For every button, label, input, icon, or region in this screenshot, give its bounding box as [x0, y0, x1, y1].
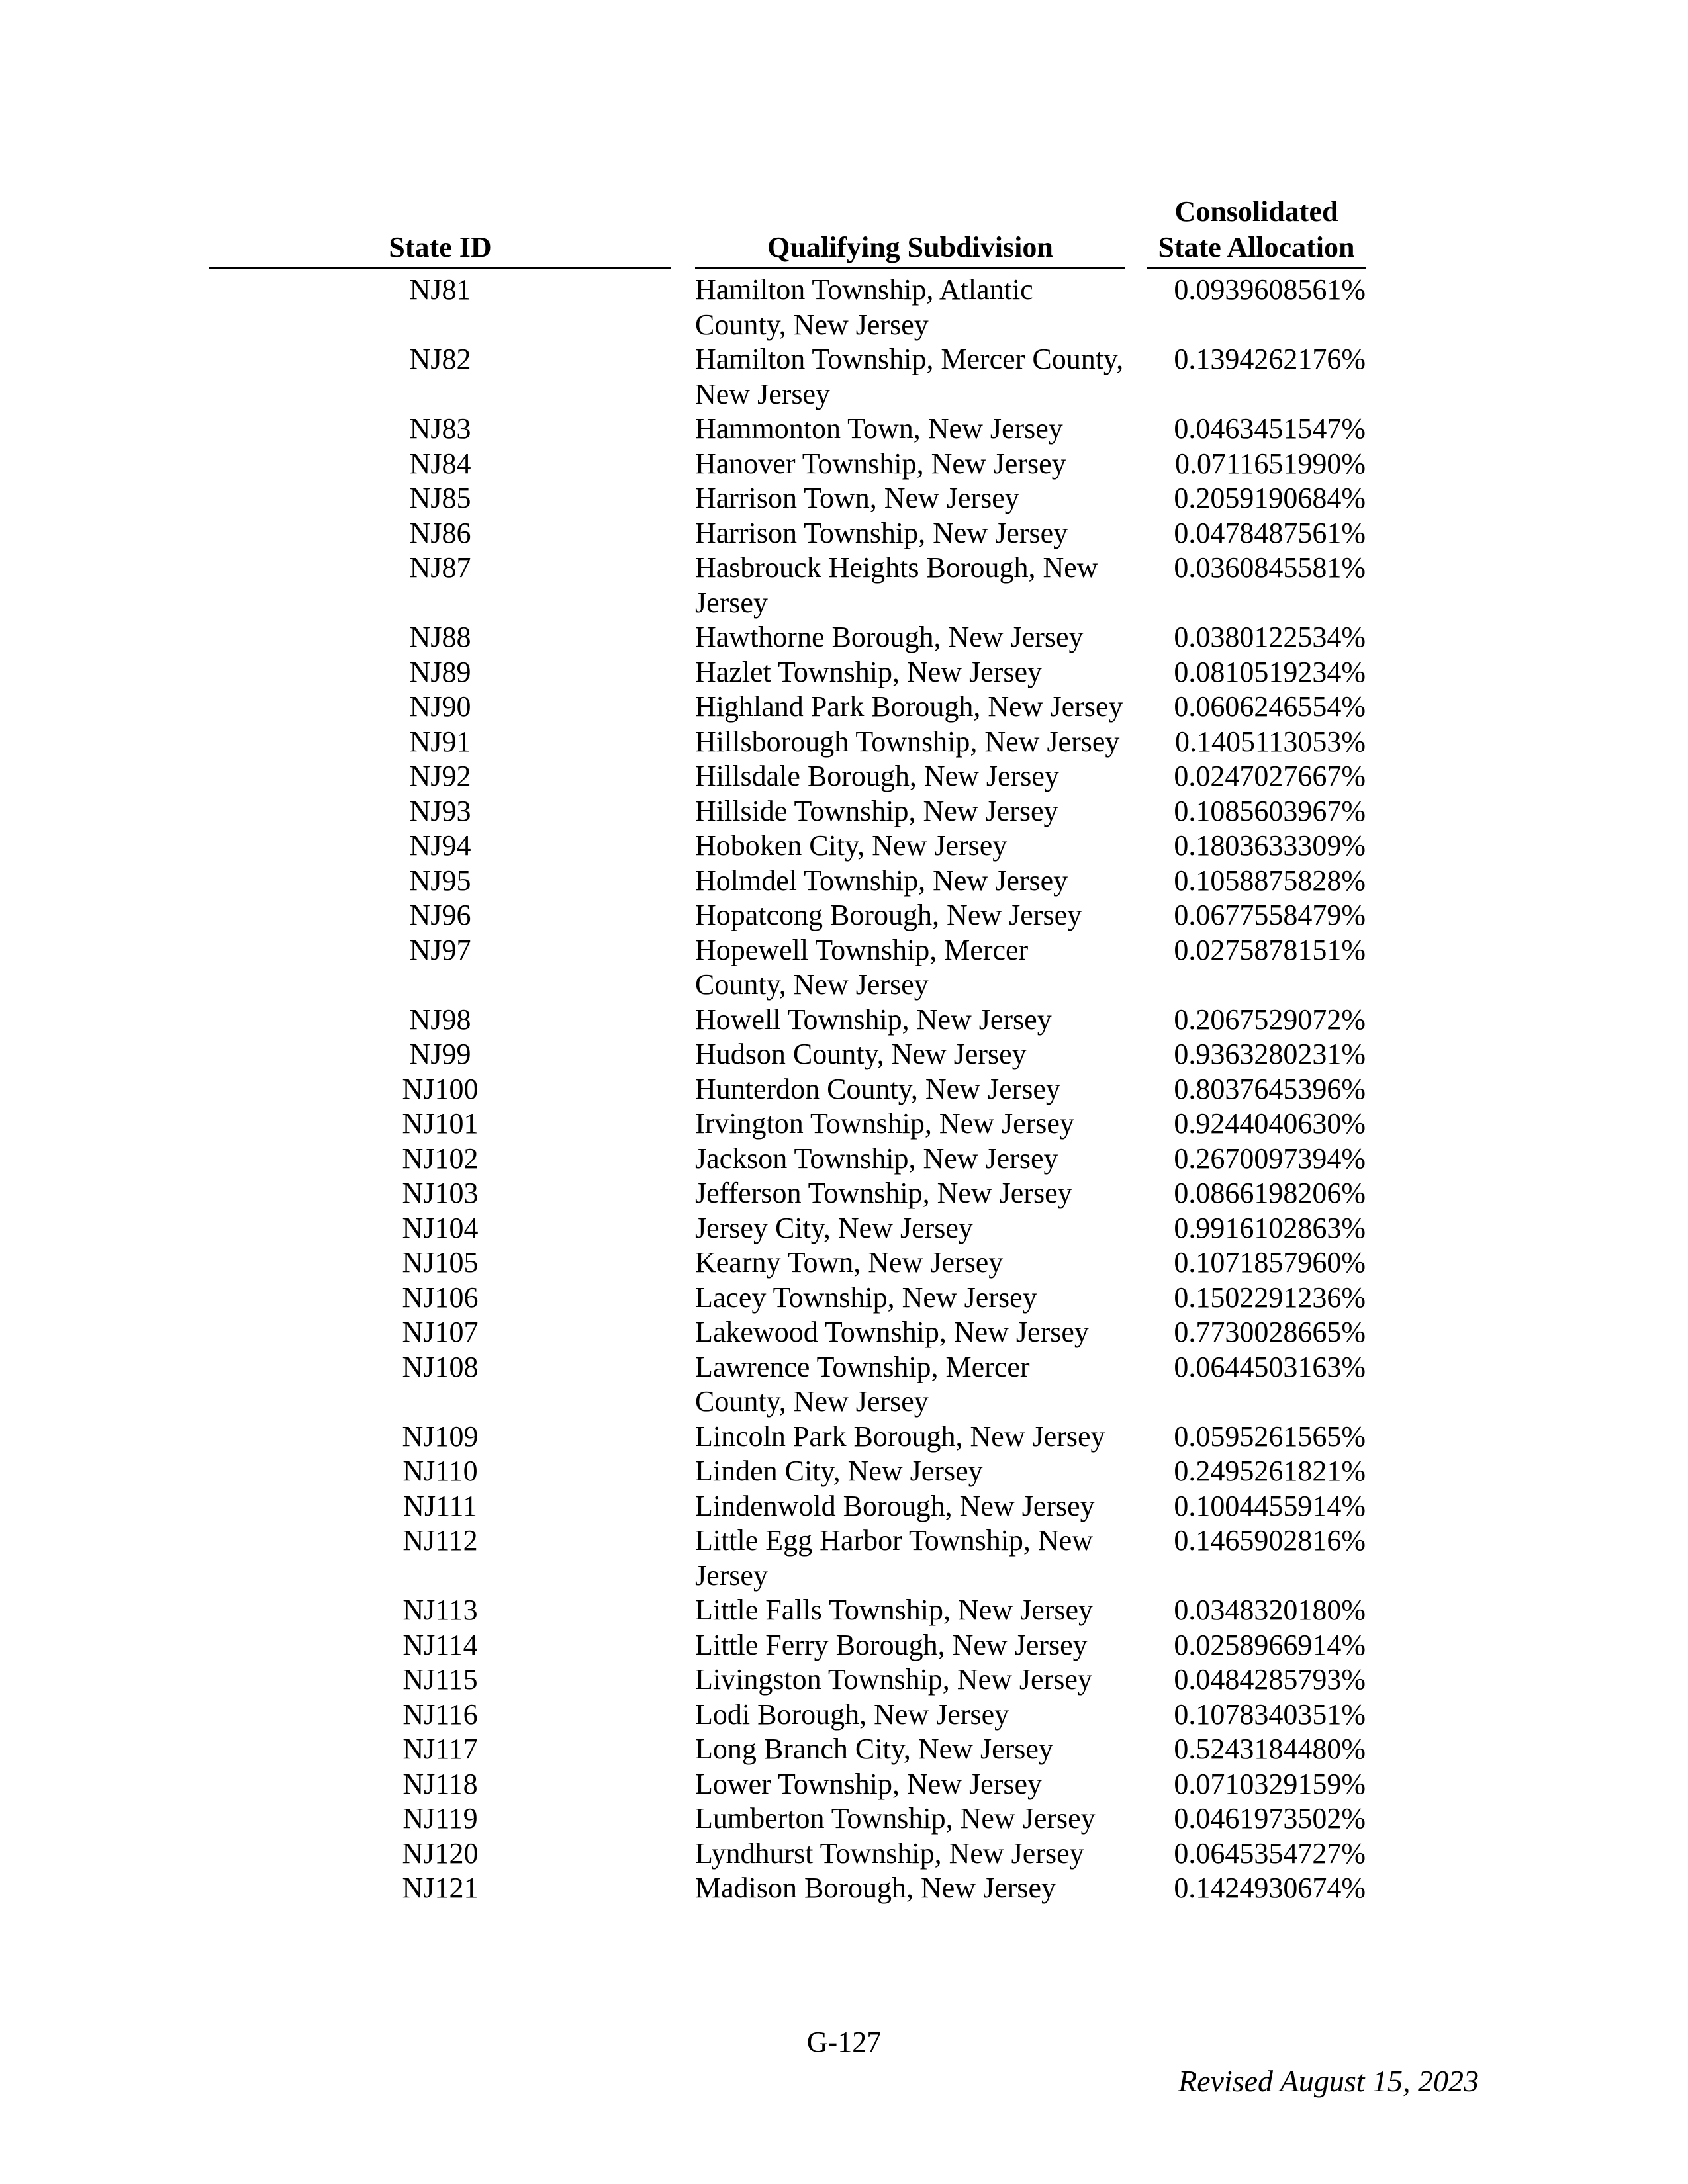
- column-header-allocation-line1: Consolidated: [1174, 195, 1338, 228]
- state-id-cell: NJ97: [409, 933, 471, 966]
- subdivision-cell: Hammonton Town, New Jersey: [695, 412, 1063, 445]
- subdivision-cell: Little Ferry Borough, New Jersey: [695, 1628, 1088, 1661]
- table-row: [0, 1107, 1688, 1142]
- state-id-cell: NJ110: [402, 1455, 478, 1487]
- state-id-cell: NJ109: [402, 1420, 479, 1453]
- allocation-cell: 0.9916102863%: [1174, 1211, 1366, 1244]
- subdivision-cell: Hawthorne Borough, New Jersey: [695, 621, 1084, 653]
- subdivision-cell: Little Falls Township, New Jersey: [695, 1594, 1094, 1626]
- state-id-cell: NJ100: [402, 1072, 479, 1105]
- state-id-cell: NJ90: [409, 690, 471, 723]
- subdivision-cell: Long Branch City, New Jersey: [695, 1733, 1053, 1765]
- allocation-cell: 0.0711651990%: [1174, 447, 1366, 480]
- table-row: [0, 1003, 1688, 1038]
- table-row: [0, 1698, 1688, 1733]
- table-row: [0, 1801, 1688, 1837]
- subdivision-cell: Harrison Township, New Jersey: [695, 516, 1068, 549]
- state-id-cell: NJ116: [402, 1698, 478, 1731]
- subdivision-cell: Kearny Town, New Jersey: [695, 1246, 1004, 1279]
- state-id-cell: NJ102: [402, 1142, 479, 1175]
- allocation-cell: 0.1424930674%: [1174, 1872, 1366, 1904]
- allocation-cell: 0.2670097394%: [1174, 1142, 1366, 1175]
- table-row: [0, 1211, 1688, 1246]
- state-id-cell: NJ98: [409, 1003, 471, 1036]
- subdivision-cell: Hunterdon County, New Jersey: [695, 1072, 1060, 1105]
- allocation-cell: 0.1058875828%: [1174, 864, 1366, 897]
- state-id-cell: NJ85: [409, 482, 471, 514]
- table-row: [0, 412, 1688, 447]
- allocation-cell: 0.0677558479%: [1174, 899, 1366, 931]
- state-id-cell: NJ112: [402, 1524, 478, 1557]
- subdivision-cell: Hamilton Township, Mercer County, New Jersey: [695, 343, 1124, 410]
- table-row: [0, 690, 1688, 725]
- table-row: [0, 1176, 1688, 1211]
- table-row: [0, 1662, 1688, 1698]
- state-id-cell: NJ104: [402, 1211, 479, 1244]
- revised-date: Revised August 15, 2023: [1178, 2064, 1479, 2098]
- allocation-cell: 0.2059190684%: [1174, 482, 1366, 514]
- subdivision-cell: Irvington Township, New Jersey: [695, 1107, 1074, 1140]
- allocation-cell: 0.0710329159%: [1174, 1767, 1366, 1800]
- allocation-cell: 0.2495261821%: [1174, 1455, 1366, 1487]
- subdivision-cell: Howell Township, New Jersey: [695, 1003, 1052, 1036]
- table-row: [0, 725, 1688, 760]
- subdivision-cell: Hillsborough Township, New Jersey: [695, 725, 1120, 758]
- allocation-cell: 0.0478487561%: [1174, 516, 1366, 549]
- allocation-cell: 0.0644503163%: [1174, 1350, 1366, 1383]
- state-id-cell: NJ108: [402, 1350, 479, 1383]
- table-row: [0, 1454, 1688, 1489]
- state-id-cell: NJ92: [409, 760, 471, 792]
- allocation-cell: 0.0866198206%: [1174, 1177, 1366, 1209]
- subdivision-cell: Lacey Township, New Jersey: [695, 1281, 1037, 1314]
- table-row: [0, 1350, 1688, 1420]
- allocation-cell: 0.0348320180%: [1174, 1594, 1366, 1626]
- allocation-cell: 0.1078340351%: [1174, 1698, 1366, 1731]
- subdivision-cell: Hamilton Township, Atlantic County, New Jersey: [695, 273, 1033, 341]
- state-id-cell: NJ115: [402, 1663, 478, 1696]
- subdivision-cell: Lawrence Township, Mercer County, New Jersey: [695, 1350, 1030, 1418]
- state-id-cell: NJ106: [402, 1281, 479, 1314]
- subdivision-cell: Hillside Township, New Jersey: [695, 794, 1058, 827]
- state-id-cell: NJ118: [402, 1767, 478, 1800]
- state-id-cell: NJ82: [409, 343, 471, 375]
- table-row: [0, 481, 1688, 516]
- allocation-cell: 0.0380122534%: [1174, 621, 1366, 653]
- state-id-cell: NJ94: [409, 829, 471, 862]
- state-id-cell: NJ89: [409, 655, 471, 688]
- allocation-cell: 0.1394262176%: [1174, 343, 1366, 375]
- allocation-cell: 0.9244040630%: [1174, 1107, 1366, 1140]
- subdivision-cell: Lower Township, New Jersey: [695, 1767, 1043, 1800]
- subdivision-cell: Jersey City, New Jersey: [695, 1211, 973, 1244]
- allocation-cell: 0.1405113053%: [1174, 725, 1366, 758]
- subdivision-cell: Harrison Town, New Jersey: [695, 482, 1019, 514]
- table-row: [0, 516, 1688, 551]
- state-id-cell: NJ114: [402, 1628, 478, 1661]
- table-row: [0, 1628, 1688, 1663]
- allocation-cell: 0.0606246554%: [1174, 690, 1366, 723]
- table-row: [0, 759, 1688, 794]
- table-row: [0, 620, 1688, 655]
- table-row: [0, 1767, 1688, 1802]
- subdivision-cell: Jackson Township, New Jersey: [695, 1142, 1058, 1175]
- state-id-cell: NJ86: [409, 516, 471, 549]
- table-row: [0, 1524, 1688, 1593]
- state-id-cell: NJ83: [409, 412, 471, 445]
- table-row: [0, 829, 1688, 864]
- allocation-cell: 0.1465902816%: [1174, 1524, 1366, 1557]
- allocation-table-body: [0, 273, 1688, 1906]
- table-row: [0, 655, 1688, 690]
- state-id-cell: NJ95: [409, 864, 471, 897]
- subdivision-cell: Hasbrouck Heights Borough, New Jersey: [695, 551, 1098, 619]
- allocation-cell: 0.1071857960%: [1174, 1246, 1366, 1279]
- allocation-cell: 0.1502291236%: [1174, 1281, 1366, 1314]
- table-row: [0, 1142, 1688, 1177]
- table-row: [0, 1593, 1688, 1628]
- allocation-cell: 0.1803633309%: [1174, 829, 1366, 862]
- table-row: [0, 1315, 1688, 1350]
- allocation-cell: 0.0461973502%: [1174, 1802, 1366, 1835]
- table-row: [0, 1837, 1688, 1872]
- allocation-cell: 0.0247027667%: [1174, 760, 1366, 792]
- subdivision-cell: Hillsdale Borough, New Jersey: [695, 760, 1059, 792]
- table-row: [0, 898, 1688, 933]
- allocation-cell: 0.0258966914%: [1174, 1628, 1366, 1661]
- subdivision-cell: Livingston Township, New Jersey: [695, 1663, 1092, 1696]
- subdivision-cell: Lakewood Township, New Jersey: [695, 1316, 1089, 1348]
- subdivision-cell: Hoboken City, New Jersey: [695, 829, 1008, 862]
- subdivision-cell: Lincoln Park Borough, New Jersey: [695, 1420, 1105, 1453]
- state-id-cell: NJ88: [409, 621, 471, 653]
- subdivision-cell: Linden City, New Jersey: [695, 1455, 983, 1487]
- state-id-cell: NJ87: [409, 551, 471, 584]
- allocation-cell: 0.0360845581%: [1174, 551, 1366, 584]
- state-id-cell: NJ119: [402, 1802, 478, 1835]
- table-row: [0, 1871, 1688, 1906]
- state-id-cell: NJ117: [402, 1733, 478, 1765]
- state-id-cell: NJ107: [402, 1316, 479, 1348]
- state-id-cell: NJ84: [409, 447, 471, 480]
- allocation-cell: 0.0484285793%: [1174, 1663, 1366, 1696]
- table-row: [0, 1072, 1688, 1107]
- state-id-cell: NJ96: [409, 899, 471, 931]
- state-id-cell: NJ113: [402, 1594, 478, 1626]
- allocation-cell: 0.0595261565%: [1174, 1420, 1366, 1453]
- allocation-cell: 0.2067529072%: [1174, 1003, 1366, 1036]
- state-id-cell: NJ120: [402, 1837, 479, 1870]
- table-row: [0, 864, 1688, 899]
- table-row: [0, 1732, 1688, 1767]
- state-id-cell: NJ99: [409, 1038, 471, 1070]
- subdivision-cell: Hopewell Township, Mercer County, New Jersey: [695, 933, 1029, 1001]
- state-id-cell: NJ111: [403, 1489, 477, 1522]
- table-row: [0, 1281, 1688, 1316]
- column-header-consolidated-state-allocation: [1147, 194, 1366, 269]
- column-header-qualifying-subdivision: Qualifying Subdivision: [695, 230, 1125, 269]
- allocation-cell: 0.1085603967%: [1174, 794, 1366, 827]
- table-row: [0, 1037, 1688, 1072]
- state-id-cell: NJ93: [409, 794, 471, 827]
- subdivision-cell: Lindenwold Borough, New Jersey: [695, 1489, 1095, 1522]
- allocation-cell: 0.1004455914%: [1174, 1489, 1366, 1522]
- subdivision-cell: Lyndhurst Township, New Jersey: [695, 1837, 1084, 1870]
- subdivision-cell: Hopatcong Borough, New Jersey: [695, 899, 1082, 931]
- column-header-allocation-line2: State Allocation: [1158, 231, 1355, 263]
- subdivision-cell: Holmdel Township, New Jersey: [695, 864, 1068, 897]
- table-row: [0, 794, 1688, 829]
- subdivision-cell: Lodi Borough, New Jersey: [695, 1698, 1009, 1731]
- subdivision-cell: Lumberton Township, New Jersey: [695, 1802, 1096, 1835]
- subdivision-cell: Highland Park Borough, New Jersey: [695, 690, 1123, 723]
- table-row: [0, 447, 1688, 482]
- allocation-cell: 0.0645354727%: [1174, 1837, 1366, 1870]
- subdivision-cell: Hudson County, New Jersey: [695, 1038, 1027, 1070]
- table-row: [0, 1246, 1688, 1281]
- table-row: [0, 1489, 1688, 1524]
- allocation-cell: 0.7730028665%: [1174, 1316, 1366, 1348]
- table-row: [0, 1420, 1688, 1455]
- table-row: [0, 342, 1688, 412]
- state-id-cell: NJ81: [409, 273, 471, 306]
- subdivision-cell: Little Egg Harbor Township, New Jersey: [695, 1524, 1094, 1592]
- table-row: [0, 551, 1688, 620]
- subdivision-cell: Hanover Township, New Jersey: [695, 447, 1066, 480]
- subdivision-cell: Jefferson Township, New Jersey: [695, 1177, 1072, 1209]
- allocation-cell: 0.5243184480%: [1174, 1733, 1366, 1765]
- table-row: [0, 273, 1688, 342]
- table-row: [0, 933, 1688, 1003]
- allocation-cell: 0.9363280231%: [1174, 1038, 1366, 1070]
- state-id-cell: NJ101: [402, 1107, 479, 1140]
- allocation-cell: 0.0810519234%: [1174, 655, 1366, 688]
- state-id-cell: NJ103: [402, 1177, 479, 1209]
- allocation-cell: 0.8037645396%: [1174, 1072, 1366, 1105]
- page-number: G-127: [806, 2026, 882, 2058]
- state-id-cell: NJ121: [402, 1872, 479, 1904]
- table-header: [0, 193, 1688, 271]
- allocation-cell: 0.0463451547%: [1174, 412, 1366, 445]
- column-header-state-id: State ID: [209, 230, 671, 269]
- state-id-cell: NJ105: [402, 1246, 479, 1279]
- allocation-cell: 0.0939608561%: [1174, 273, 1366, 306]
- state-id-cell: NJ91: [409, 725, 471, 758]
- subdivision-cell: Madison Borough, New Jersey: [695, 1872, 1056, 1904]
- subdivision-cell: Hazlet Township, New Jersey: [695, 655, 1042, 688]
- allocation-cell: 0.0275878151%: [1174, 933, 1366, 966]
